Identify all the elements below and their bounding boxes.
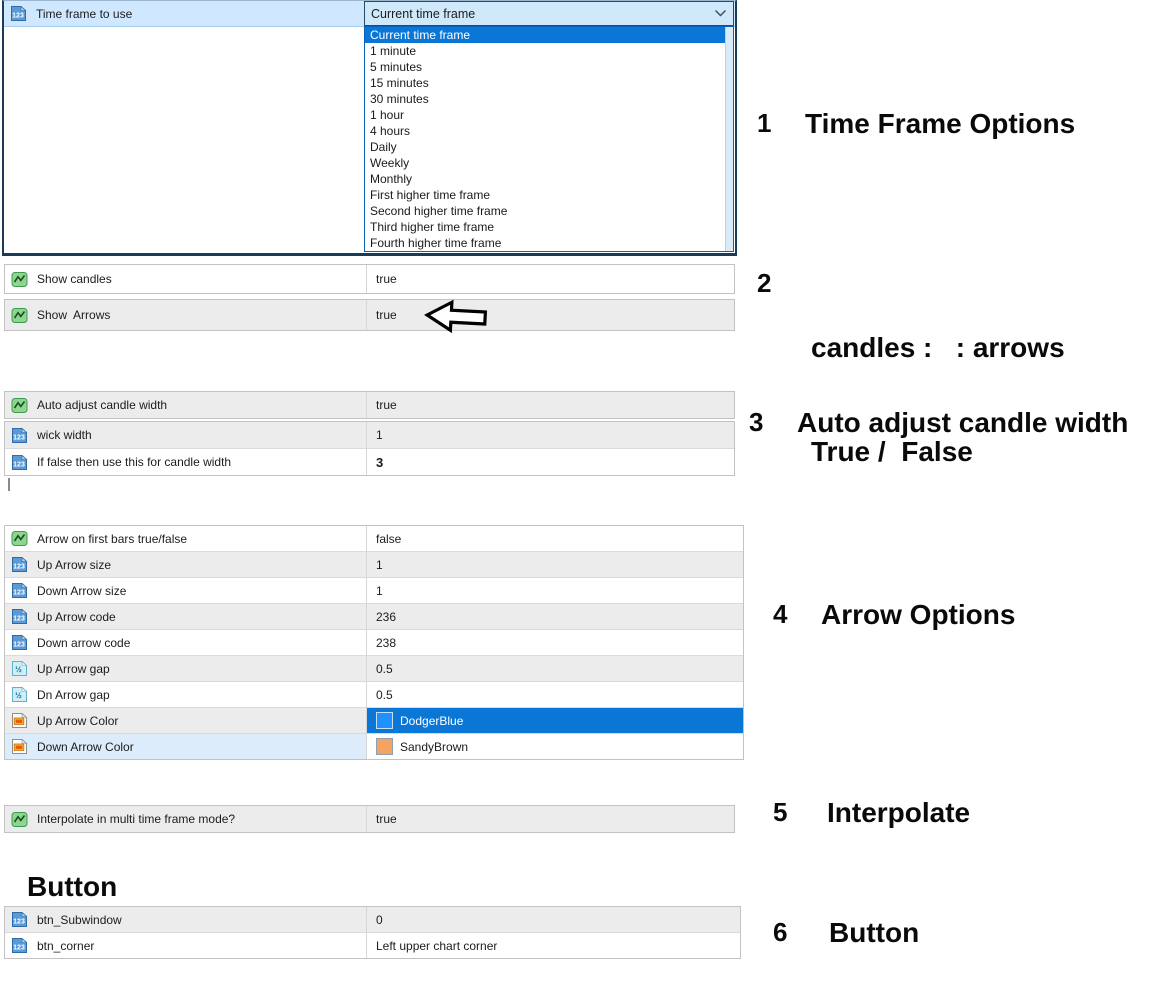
annotation-text: Arrow Options: [821, 599, 1016, 630]
annotation-text: Time Frame Options: [805, 108, 1076, 139]
property-row[interactable]: [5, 629, 743, 655]
dropdown-option[interactable]: First higher time frame: [370, 188, 491, 202]
property-row[interactable]: [5, 932, 740, 958]
property-label: Arrow on first bars true/false: [37, 531, 188, 546]
boolean-chart-icon: [11, 811, 28, 828]
property-value-cell[interactable]: [367, 734, 743, 759]
svg-text:123: 123: [13, 461, 25, 468]
annotation-number: 4: [773, 599, 788, 629]
property-value-cell[interactable]: [367, 806, 734, 832]
hand-drawn-arrow-annotation: [423, 297, 489, 340]
color-swatch: [376, 738, 393, 755]
annotation-1: [757, 108, 1075, 140]
property-value: Left upper chart corner: [376, 938, 498, 953]
property-value-cell[interactable]: [367, 578, 743, 603]
property-value-cell[interactable]: [367, 933, 740, 958]
property-label: Up Arrow size: [37, 557, 112, 572]
property-value-cell[interactable]: [367, 656, 743, 681]
svg-text:½: ½: [15, 691, 22, 700]
arrow-options-table: [4, 525, 744, 760]
dropdown-option[interactable]: Second higher time frame: [370, 204, 508, 218]
annotation-text: Button: [829, 917, 920, 948]
color-swatch: [376, 712, 393, 729]
property-value-cell[interactable]: [367, 907, 740, 932]
svg-text:½: ½: [15, 665, 22, 674]
dropdown-option[interactable]: 1 minute: [370, 44, 417, 58]
property-row[interactable]: [5, 392, 734, 418]
property-value: 1: [376, 583, 383, 598]
dropdown-option[interactable]: Fourth higher time frame: [370, 236, 502, 250]
property-row[interactable]: [5, 265, 734, 293]
annotation-6: [773, 917, 919, 949]
interpolate-table: [4, 805, 735, 833]
property-label: Show Arrows: [37, 308, 111, 322]
annotation-number: 3: [749, 407, 764, 437]
property-row[interactable]: [5, 526, 743, 551]
numeric-123-icon: [11, 608, 28, 625]
property-row[interactable]: [5, 448, 734, 475]
show-candles-table: [4, 264, 735, 294]
property-row[interactable]: [5, 707, 743, 733]
button-section-heading: Button: [27, 871, 118, 902]
property-label: Up Arrow code: [37, 609, 116, 624]
property-label: Up Arrow Color: [37, 713, 119, 728]
property-value: true: [376, 398, 397, 412]
combobox-value: Current time frame: [371, 6, 476, 21]
numeric-123-icon: [11, 634, 28, 651]
annotation-text: Auto adjust candle width: [797, 407, 1129, 438]
annotation-text: Interpolate: [827, 797, 971, 828]
property-value-cell[interactable]: [367, 552, 743, 577]
property-value: true: [376, 812, 397, 826]
dropdown-option[interactable]: 4 hours: [370, 124, 411, 138]
annotation-line: candles : : arrows: [811, 332, 1065, 364]
property-label: btn_Subwindow: [37, 912, 122, 927]
property-label: Up Arrow gap: [37, 661, 110, 676]
property-row[interactable]: [5, 907, 740, 932]
dropdown-option[interactable]: 1 hour: [370, 108, 405, 122]
boolean-chart-icon: [11, 397, 28, 414]
dropdown-option[interactable]: Daily: [370, 140, 397, 154]
property-row[interactable]: [5, 603, 743, 629]
property-label: wick width: [37, 428, 92, 442]
property-row[interactable]: [5, 551, 743, 577]
fraction-half-icon: [11, 660, 28, 677]
property-label: Interpolate in multi time frame mode?: [37, 812, 236, 826]
chevron-down-icon: [714, 9, 727, 18]
annotation-number: 2: [757, 268, 772, 298]
property-label: Show candles: [37, 272, 112, 286]
numeric-123-icon: [11, 582, 28, 599]
dropdown-scrollbar[interactable]: [725, 27, 733, 251]
boolean-chart-icon: [11, 530, 28, 547]
property-row[interactable]: [5, 577, 743, 603]
numeric-123-icon: [11, 937, 28, 954]
property-value: SandyBrown: [400, 739, 469, 754]
property-value-cell[interactable]: [367, 392, 734, 418]
fraction-half-icon: [11, 686, 28, 703]
annotation-5: [773, 797, 970, 829]
property-value: false: [376, 531, 402, 546]
property-label: Dn Arrow gap: [37, 687, 110, 702]
property-value: 238: [376, 635, 397, 650]
numeric-123-icon: [11, 454, 28, 471]
button-table: [4, 906, 741, 959]
show-arrows-table: [4, 299, 735, 331]
color-swatch-icon: [11, 712, 28, 729]
candle-width-table: [4, 421, 735, 476]
property-value: 3: [376, 454, 384, 470]
property-value: 1: [376, 428, 383, 442]
annotation-number: 5: [773, 797, 788, 827]
property-row[interactable]: [5, 806, 734, 832]
svg-text:123: 123: [13, 434, 25, 441]
property-value-cell[interactable]: [367, 708, 743, 733]
color-swatch-icon: [11, 738, 28, 755]
auto-adjust-table: [4, 391, 735, 419]
property-label: Down Arrow size: [37, 583, 127, 598]
dropdown-option[interactable]: Third higher time frame: [370, 220, 495, 234]
property-row[interactable]: [5, 733, 743, 759]
dropdown-option[interactable]: Weekly: [370, 156, 410, 170]
property-value-cell[interactable]: [367, 682, 743, 707]
numeric-123-icon: [11, 427, 28, 444]
boolean-chart-icon: [11, 271, 28, 288]
property-value: 236: [376, 609, 397, 624]
dropdown-option[interactable]: Current time frame: [365, 27, 733, 43]
numeric-123-icon: [11, 556, 28, 573]
boolean-chart-icon: [11, 307, 28, 324]
property-value-cell[interactable]: [367, 449, 734, 475]
property-value-cell[interactable]: [367, 300, 734, 330]
dropdown-option[interactable]: 30 minutes: [370, 92, 429, 106]
svg-text:123: 123: [12, 12, 24, 20]
property-value-cell[interactable]: [367, 526, 743, 551]
svg-text:123: 123: [13, 615, 25, 623]
annotation-number: 6: [773, 917, 788, 947]
property-value: 0.5: [376, 687, 393, 702]
property-value-cell[interactable]: [367, 422, 734, 448]
annotation-2: [757, 268, 1065, 533]
property-label: Time frame to use: [36, 6, 133, 21]
svg-text:123: 123: [13, 589, 25, 597]
property-label: Down Arrow Color: [37, 739, 134, 754]
property-label: If false then use this for candle width: [37, 455, 232, 469]
numeric-123-icon: [11, 911, 28, 928]
property-value: 0: [376, 912, 383, 927]
annotation-number: 1: [757, 108, 772, 138]
annotation-4: [773, 599, 1015, 631]
property-value-cell[interactable]: [367, 265, 734, 293]
svg-text:123: 123: [13, 641, 25, 649]
property-value: true: [376, 308, 397, 322]
timeframe-dropdown: [364, 26, 734, 252]
svg-text:123: 123: [13, 918, 25, 926]
property-value-cell[interactable]: [367, 630, 743, 655]
property-value: DodgerBlue: [400, 713, 464, 728]
property-value-cell[interactable]: [367, 604, 743, 629]
property-row[interactable]: [5, 681, 743, 707]
timeframe-combobox[interactable]: [364, 1, 734, 26]
numeric-123-icon: [10, 5, 27, 22]
property-value: true: [376, 272, 397, 286]
property-row[interactable]: [5, 300, 734, 330]
dropdown-option[interactable]: Monthly: [370, 172, 413, 186]
property-value: 0.5: [376, 661, 393, 676]
annotation-3: [749, 407, 1128, 439]
property-label: Auto adjust candle width: [37, 398, 168, 412]
crop-artifact: [8, 478, 10, 491]
property-value: 1: [376, 557, 383, 572]
annotation-text: [811, 268, 1065, 533]
svg-text:123: 123: [13, 944, 25, 952]
timeframe-panel: [2, 0, 737, 256]
annotation-line: True / False: [811, 435, 973, 467]
property-row[interactable]: [5, 655, 743, 681]
dropdown-option[interactable]: 5 minutes: [370, 60, 423, 74]
dropdown-option[interactable]: 15 minutes: [370, 76, 429, 90]
property-label: Down arrow code: [37, 635, 131, 650]
property-label: btn_corner: [37, 938, 95, 953]
property-row[interactable]: [5, 422, 734, 448]
svg-text:123: 123: [13, 563, 25, 571]
